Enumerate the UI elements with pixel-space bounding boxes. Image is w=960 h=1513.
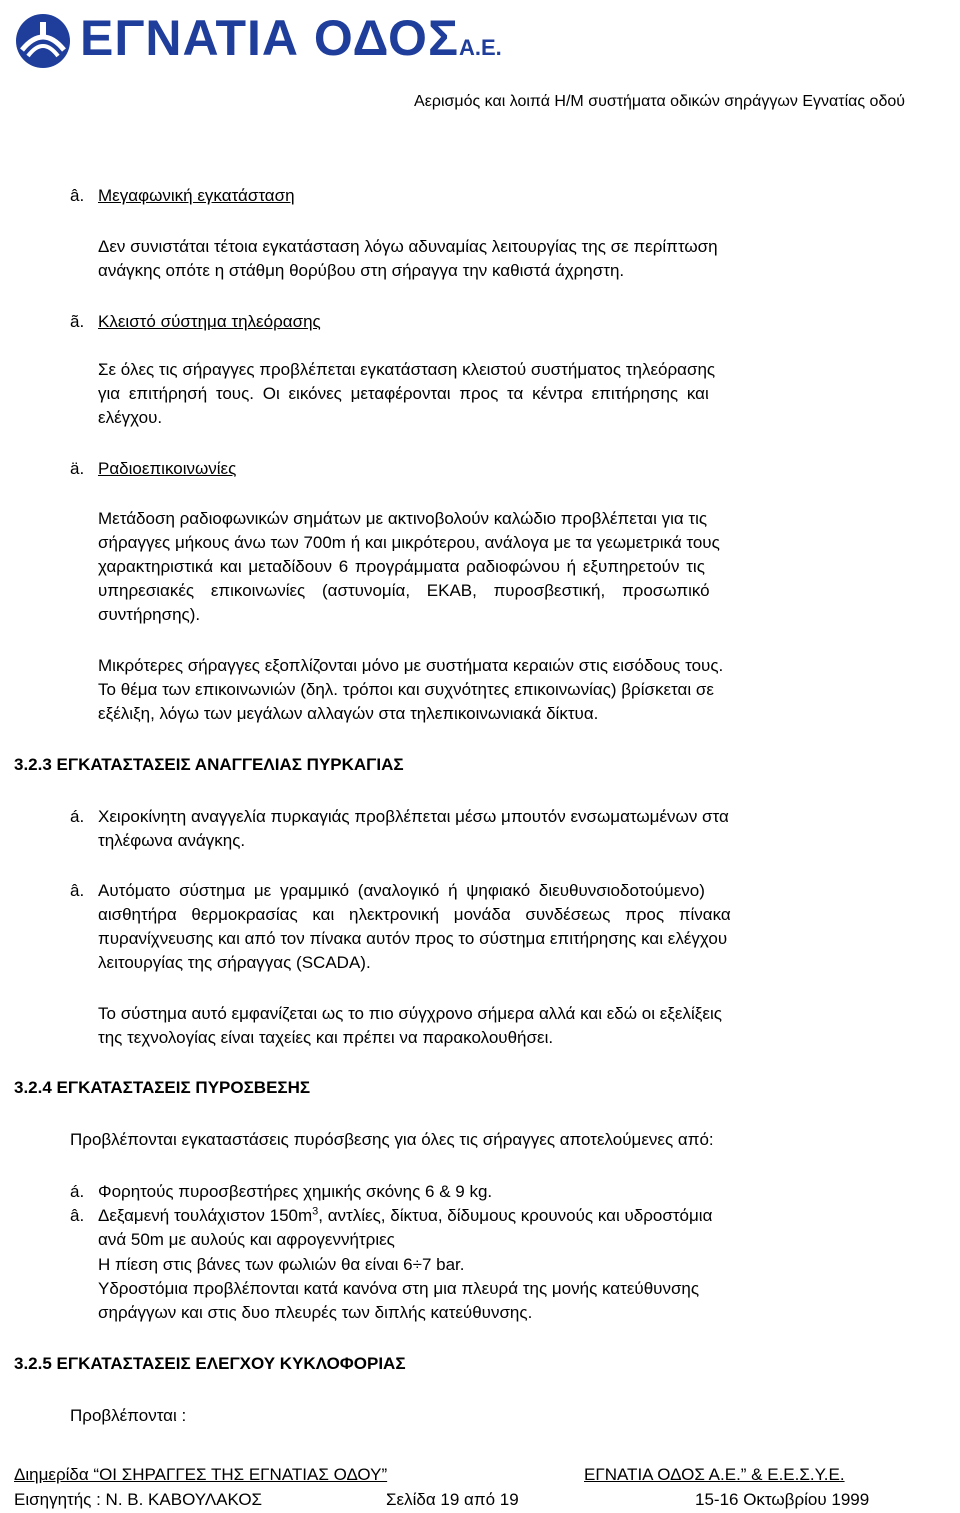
paragraph-line: ελέγχου. (98, 408, 163, 427)
paragraph-line: Αυτόματο σύστημα με γραμμικό (αναλογικό ή ψηφιακό διευθυνσιοδοτούμενο) (98, 881, 705, 900)
paragraph-line: της τεχνολογίας είναι ταχείες και πρέπει να παρακολουθήσει. (98, 1028, 554, 1047)
list-marker: á. (70, 1182, 85, 1201)
logo-suffix: Α.Ε. (458, 35, 502, 60)
list-marker: ä. (70, 459, 85, 478)
section-heading: 3.2.4 ΕΓΚΑΤΑΣΤΑΣΕΙΣ ΠΥΡΟΣΒΕΣΗΣ (14, 1078, 311, 1097)
paragraph-line: Σε όλες τις σήραγγες προβλέπεται εγκατάσταση κλειστού συστήματος τηλεόρασης (98, 360, 716, 379)
item-title: Κλειστό σύστημα τηλεόρασης (98, 312, 321, 331)
paragraph-line: λειτουργίας της σήραγγας (SCADA). (98, 953, 371, 972)
document-subtitle: Αερισμός και λοιπά Η/Μ συστήματα οδικών σηράγγων Εγνατίας οδού (414, 93, 905, 110)
paragraph-line: Προβλέπονται εγκαταστάσεις πυρόσβεσης για όλες τις σήραγγες αποτελούμενες από: (70, 1130, 714, 1149)
logo-wordmark (80, 10, 502, 76)
list-marker: á. (70, 807, 85, 826)
footer-org: ΕΓΝΑΤΙΑ ΟΔΟΣ Α.Ε.” & Ε.Ε.Σ.Υ.Ε. (584, 1465, 845, 1484)
paragraph-line: Φορητούς πυροσβεστήρες χημικής σκόνης 6 & 9 kg. (98, 1182, 493, 1201)
paragraph-line: σηράγγων και στις δυο πλευρές των διπλής κατεύθυνσης. (98, 1303, 533, 1322)
list-marker: â. (70, 1206, 85, 1225)
list-marker: â. (70, 186, 85, 205)
list-marker: â. (70, 881, 85, 900)
paragraph-line: σήραγγες μήκους άνω των 700m ή και μικρότερου, ανάλογα με τα γεωμετρικά τους (98, 533, 720, 552)
logo-emblem-icon (14, 12, 72, 70)
paragraph-line: ανά 50m με αυλούς και αφρογεννήτριες (98, 1230, 395, 1249)
paragraph-line: εξέλιξη, λόγω των μεγάλων αλλαγών στα τηλεπικοινωνιακά δίκτυα. (98, 704, 599, 723)
item-title: Μεγαφωνική εγκατάσταση (98, 186, 295, 205)
footer-speaker: Εισηγητής : Ν. Β. ΚΑΒΟΥΛΑΚΟΣ (14, 1490, 263, 1509)
paragraph-line: Το σύστημα αυτό εμφανίζεται ως το πιο σύγχρονο σήμερα αλλά και εδώ οι εξελίξεις (98, 1004, 722, 1023)
paragraph-line: τηλέφωνα ανάγκης. (98, 831, 246, 850)
footer-page: Σελίδα 19 από 19 (386, 1490, 519, 1509)
paragraph-line: χαρακτηριστικά και μεταδίδουν 6 προγράμματα ραδιοφώνου ή εξυπηρετούν τις (98, 557, 705, 576)
paragraph-line: για επιτήρησή τους. Οι εικόνες μεταφέρονται προς τα κέντρα επιτήρησης και (98, 384, 709, 403)
paragraph-line (98, 1204, 904, 1228)
paragraph-line: Μετάδοση ραδιοφωνικών σημάτων με ακτινοβολούν καλώδιο προβλέπεται για τις (98, 509, 708, 528)
paragraph-line: Υδροστόμια προβλέπονται κατά κανόνα στη μια πλευρά της μονής κατεύθυνσης (98, 1279, 700, 1298)
paragraph-line: πυρανίχνευσης και από τον πίνακα αυτόν προς το σύστημα επιτήρησης και ελέγχου (98, 929, 728, 948)
paragraph-line: συντήρησης). (98, 605, 201, 624)
paragraph-line: Χειροκίνητη αναγγελία πυρκαγιάς προβλέπεται μέσω μπουτόν ενσωματωμένων στα (98, 807, 729, 826)
paragraph-line: αισθητήρα θερμοκρασίας και ηλεκτρονική μονάδα συνδέσεως προς πίνακα (98, 905, 731, 924)
text-span: Δεξαμενή τουλάχιστον 150m (98, 1206, 313, 1225)
paragraph-line: Προβλέπονται : (70, 1406, 187, 1425)
paragraph-line: ανάγκης οπότε η στάθμη θορύβου στη σήραγγα την καθιστά άχρηστη. (98, 261, 625, 280)
logo-text: ΕΓΝΑΤΙΑ ΟΔΟΣ (80, 10, 459, 66)
paragraph-line: Το θέμα των επικοινωνιών (δηλ. τρόποι και συχνότητες επικοινωνίας) βρίσκεται σε (98, 680, 714, 699)
paragraph-line: Η πίεση στις βάνες των φωλιών θα είναι 6÷7 bar. (98, 1255, 465, 1274)
superscript: 3 (312, 1205, 319, 1218)
section-heading: 3.2.3 ΕΓΚΑΤΑΣΤΑΣΕΙΣ ΑΝΑΓΓΕΛΙΑΣ ΠΥΡΚΑΓΙΑΣ (14, 755, 404, 774)
paragraph-line: Μικρότερες σήραγγες εξοπλίζονται μόνο με συστήματα κεραιών στις εισόδους τους. (98, 656, 724, 675)
text-span: , αντλίες, δίκτυα, δίδυμους κρουνούς και υδροστόμια (318, 1206, 713, 1225)
company-logo (14, 8, 502, 70)
footer-date: 15-16 Οκτωβρίου 1999 (695, 1490, 870, 1509)
section-heading: 3.2.5 ΕΓΚΑΤΑΣΤΑΣΕΙΣ ΕΛΕΓΧΟΥ ΚΥΚΛΟΦΟΡΙΑΣ (14, 1354, 406, 1373)
footer-event: Διημερίδα “ΟΙ ΣΗΡΑΓΓΕΣ ΤΗΣ ΕΓΝΑΤΙΑΣ ΟΔΟΥ” (14, 1465, 388, 1484)
paragraph-line: Δεν συνιστάται τέτοια εγκατάσταση λόγω αδυναμίας λειτουργίας της σε περίπτωση (98, 237, 718, 256)
item-title: Ραδιοεπικοινωνίες (98, 459, 237, 478)
list-marker: ã. (70, 312, 85, 331)
paragraph-line: υπηρεσιακές επικοινωνίες (αστυνομία, ΕΚΑΒ, πυροσβεστική, προσωπικό (98, 581, 710, 600)
